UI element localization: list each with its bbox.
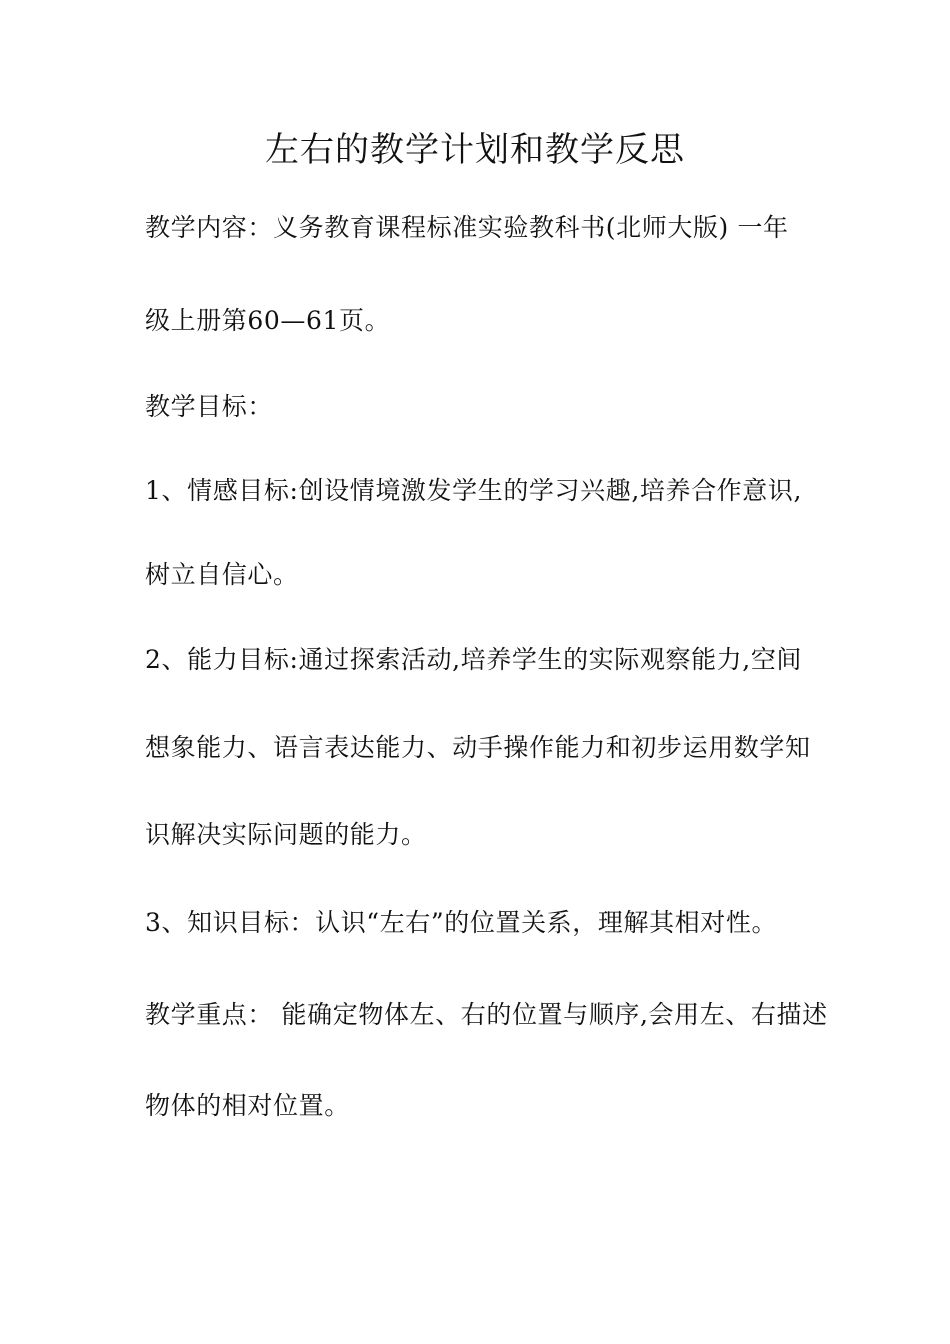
text-line-knowledge-goal: 3、知识目标：认识“左右”的位置关系，理解其相对性。 <box>145 908 778 937</box>
document-title: 左右的教学计划和教学反思 <box>265 130 685 170</box>
text-line-ability-goal-3: 识解决实际问题的能力。 <box>145 820 427 849</box>
text-line-key-points-1: 教学重点： 能确定物体左、右的位置与顺序,会用左、右描述 <box>145 1000 828 1029</box>
text-line-ability-goal-2: 想象能力、语言表达能力、动手操作能力和初步运用数学知 <box>145 733 811 762</box>
text-line-objectives-heading: 教学目标： <box>145 392 274 421</box>
text-line-emotional-goal-2: 树立自信心。 <box>145 560 299 589</box>
text-line-teaching-content-1: 教学内容：义务教育课程标准实验教科书(北师大版) 一年 <box>145 213 789 242</box>
text-line-ability-goal-1: 2、能力目标:通过探索活动,培养学生的实际观察能力,空间 <box>145 645 803 674</box>
text-line-teaching-content-2: 级上册第60—61页。 <box>145 306 391 335</box>
text-line-emotional-goal-1: 1、情感目标:创设情境激发学生的学习兴趣,培养合作意识, <box>145 476 803 505</box>
text-line-key-points-2: 物体的相对位置。 <box>145 1091 350 1120</box>
